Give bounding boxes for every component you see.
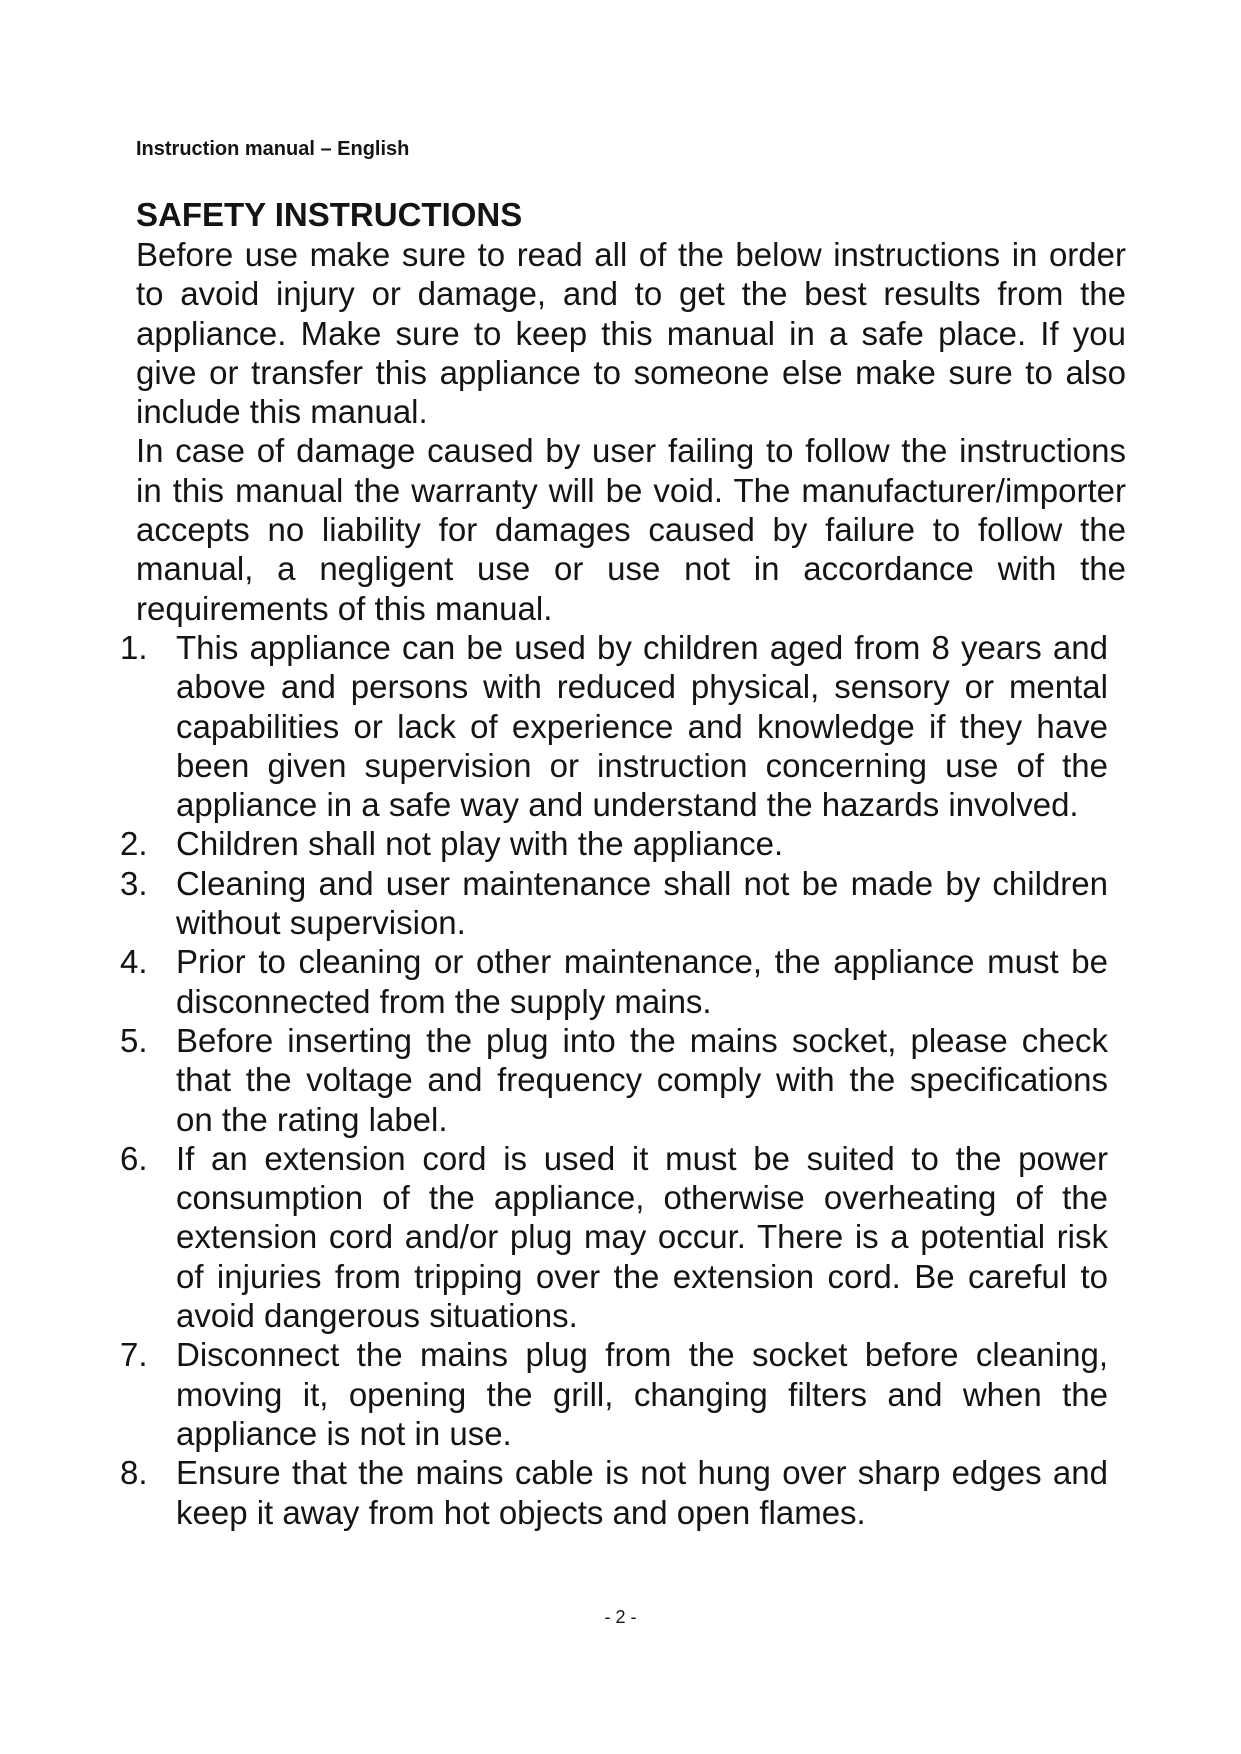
list-item xyxy=(120,1021,1126,1139)
list-item xyxy=(120,864,1126,943)
list-item-text: Before inserting the plug into the mains socket, please check that the voltage and frequency comply with the specifications on the rating label. xyxy=(176,1021,1108,1138)
list-item xyxy=(120,824,1126,863)
intro-paragraph-1: Before use make sure to read all of the below instructions in order to avoid injury or damage, and to get the best results from the appliance. Make sure to keep this manual in a safe place. If you give or transfer this appliance to someone else make sure to also include this manual. xyxy=(136,236,1126,431)
list-item xyxy=(120,1139,1126,1335)
list-item xyxy=(120,942,1126,1021)
list-item-text: Prior to cleaning or other maintenance, the appliance must be disconnected from the supply mains. xyxy=(176,943,1108,1020)
safety-list xyxy=(120,628,1126,1532)
list-item xyxy=(120,628,1126,824)
list-item-number: 5. xyxy=(120,1021,148,1059)
list-item-text: Cleaning and user maintenance shall not be made by children without supervision. xyxy=(176,864,1108,942)
list-item-number: 4. xyxy=(120,943,148,981)
list-item-text: Children shall not play with the appliance. xyxy=(176,825,784,863)
list-item-number: 7. xyxy=(120,1336,148,1374)
header-label: Instruction manual – English xyxy=(136,138,410,160)
list-item-text: If an extension cord is used it must be suited to the power consumption of the appliance, otherwise overheating of the extension cord and/or plug may occur. There is a potential risk of injuries from tripping over the extension cord. Be careful to avoid dangerous situations. xyxy=(176,1139,1108,1335)
safety-section xyxy=(120,195,1126,1532)
intro-paragraph-2: In case of damage caused by user failing to follow the instructions in this manual the warranty will be void. The manufacturer/importer accepts no liability for damages caused by failure to follow the manual, a negligent use or use not in accordance with the requirements of this manual. xyxy=(136,432,1126,627)
list-item-text: Ensure that the mains cable is not hung over sharp edges and keep it away from hot objects and open flames. xyxy=(176,1454,1108,1531)
list-item-number: 8. xyxy=(120,1454,148,1492)
list-item xyxy=(120,1453,1126,1532)
list-item-number: 3. xyxy=(120,864,148,902)
list-item-text: This appliance can be used by children aged from 8 years and above and persons with reduced physical, sensory or mental capabilities or lack of experience and knowledge if they have been given supervision or instruction concerning use of the appliance in a safe way and understand the hazards involved. xyxy=(176,628,1108,824)
list-item-number: 6. xyxy=(120,1139,148,1177)
list-item-number: 2. xyxy=(120,825,148,863)
list-item-text: Disconnect the mains plug from the socket before cleaning, moving it, opening the grill, changing filters and when the appliance is not in use. xyxy=(176,1336,1108,1452)
section-title: SAFETY INSTRUCTIONS xyxy=(136,196,523,233)
page-number: - 2 - xyxy=(604,1607,637,1627)
list-item xyxy=(120,1335,1126,1453)
list-item-number: 1. xyxy=(120,628,148,666)
